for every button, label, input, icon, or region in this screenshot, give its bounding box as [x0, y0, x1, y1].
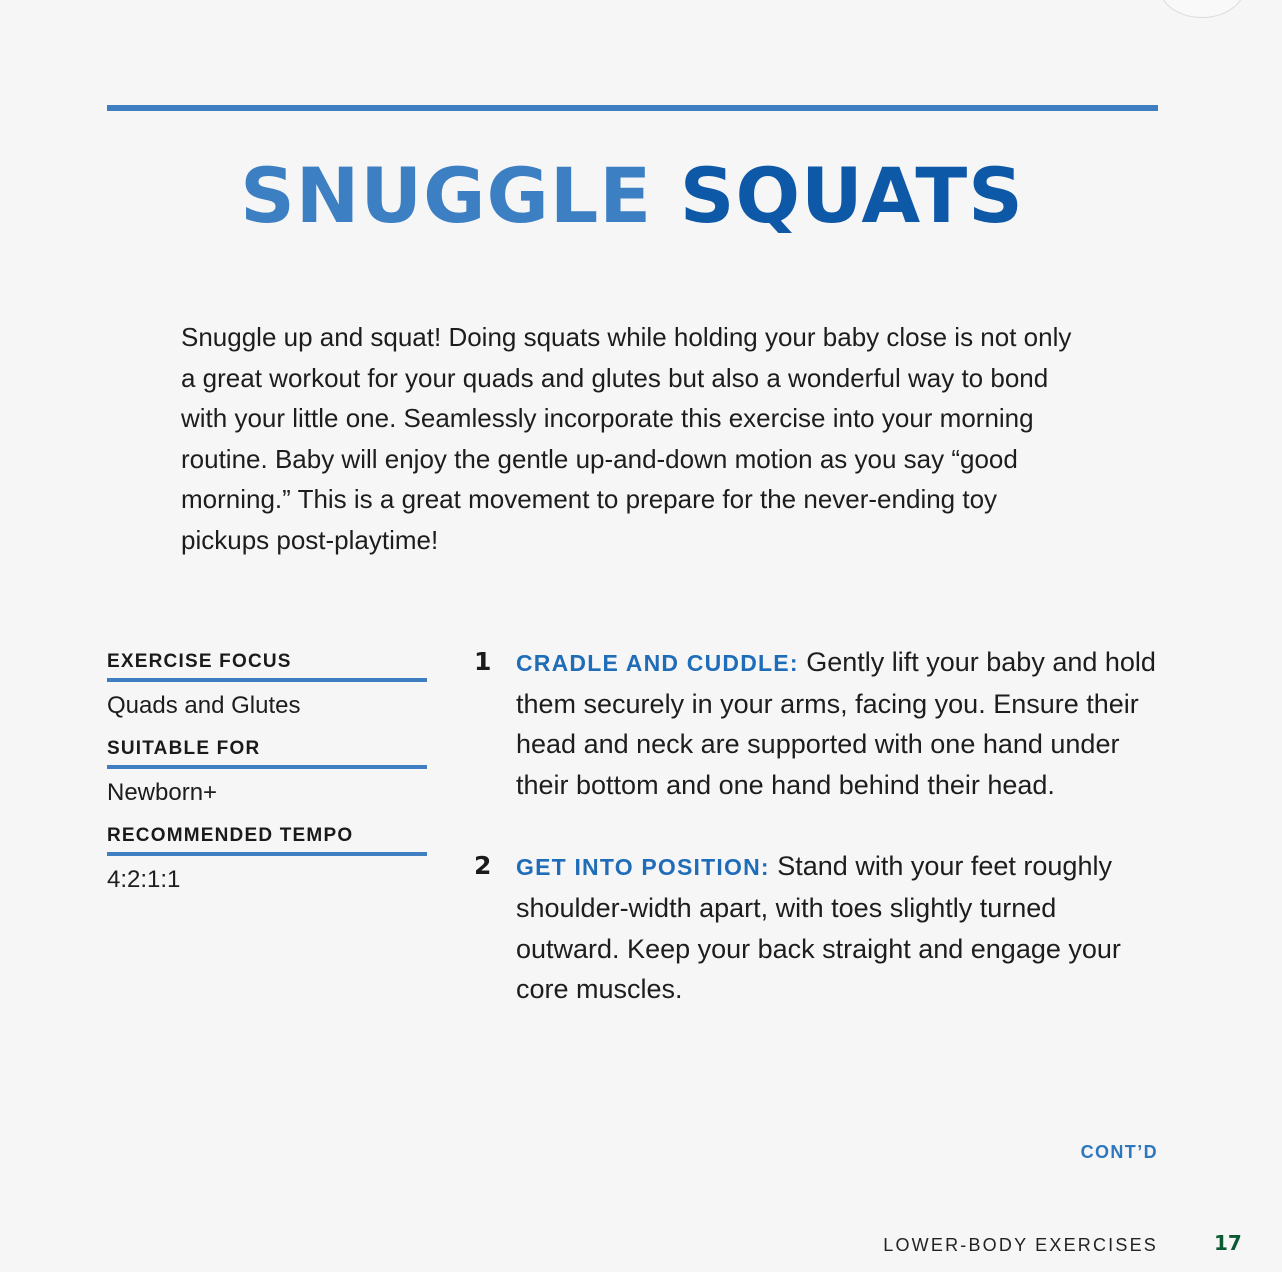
top-divider-rule — [107, 105, 1158, 111]
title-word-squats: SQUATS — [679, 151, 1024, 240]
title-word-snuggle: SNUGGLE — [240, 151, 653, 240]
step-text: Gently lift your baby and hold them securely in your arms, facing you. Ensure their head and neck are supported with one hand under their bottom and one hand behind their head. — [516, 647, 1156, 800]
step-heading: CRADLE AND CUDDLE: — [516, 650, 799, 676]
page-number: 17 — [1214, 1231, 1242, 1255]
footer-section-title: LOWER-BODY EXERCISES — [883, 1235, 1158, 1255]
exercise-info-sidebar — [107, 650, 427, 911]
continued-label: CONT’D — [1080, 1142, 1158, 1162]
info-label: EXERCISE FOCUS — [107, 650, 427, 682]
info-block-suitable-for — [107, 737, 427, 808]
step-item — [474, 846, 1164, 1009]
step-number: 2 — [474, 851, 492, 881]
info-label: SUITABLE FOR — [107, 737, 427, 769]
info-value: Newborn+ — [107, 779, 218, 806]
page-title — [0, 146, 1264, 246]
intro-paragraph: Snuggle up and squat! Doing squats while holding your baby close is not only a great workout for your quads and glutes but also a wonderful way to bond with your little one. Seamlessly incorporate this exercise into your morning routine. Baby will enjoy the gentle up-and-down motion as you say “good morning.” This is a great movement to prepare for the never-ending toy pickups post-playtime! — [181, 322, 1072, 555]
info-value: 4:2:1:1 — [107, 866, 181, 893]
info-block-recommended-tempo — [107, 824, 427, 895]
corner-circle-decoration — [1158, 0, 1246, 18]
step-heading: GET INTO POSITION: — [516, 854, 770, 881]
instruction-steps — [474, 642, 1164, 1051]
step-item — [474, 642, 1164, 805]
info-value: Quads and Glutes — [107, 692, 301, 719]
info-label: RECOMMENDED TEMPO — [107, 824, 427, 856]
info-block-exercise-focus — [107, 650, 427, 721]
step-text: Stand with your feet roughly shoulder-width apart, with toes slightly turned outward. Keep your back straight and engage your core muscles. — [516, 851, 1121, 1005]
step-number: 1 — [474, 647, 492, 676]
